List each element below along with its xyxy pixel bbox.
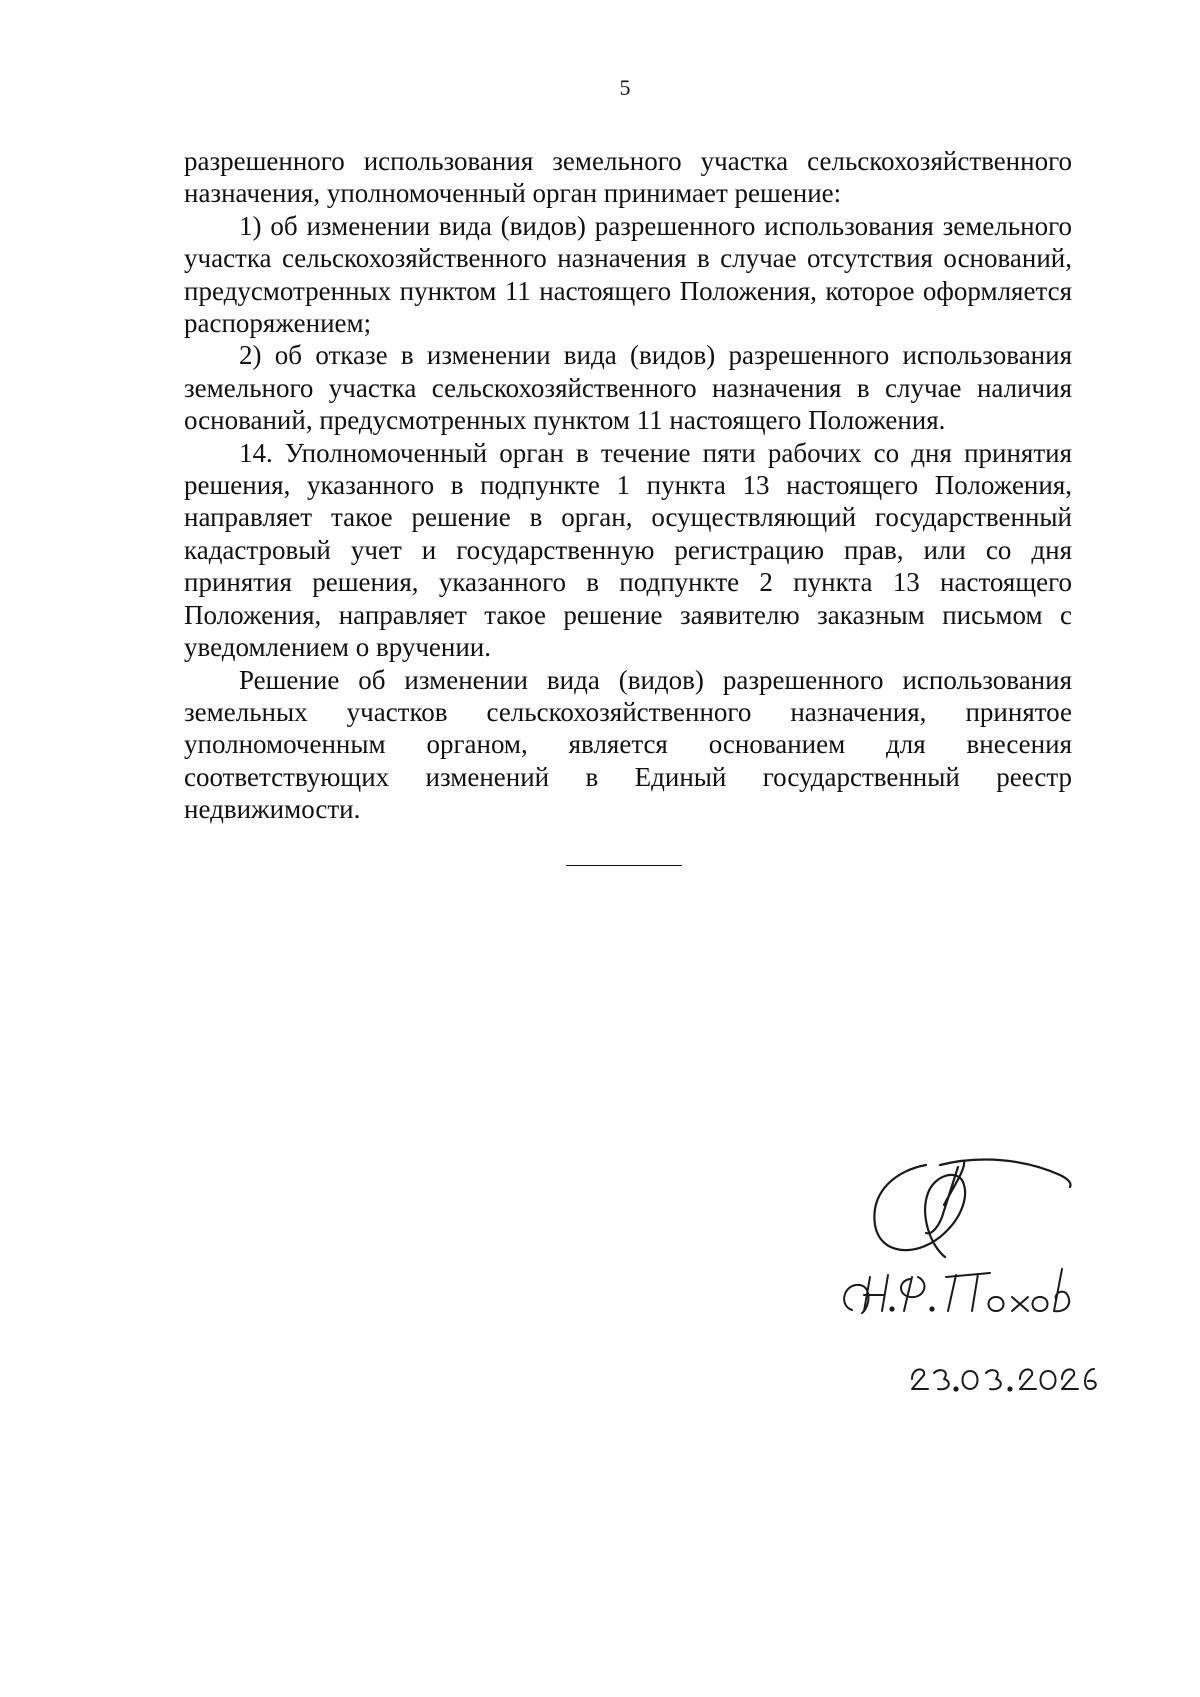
paragraph-decision: Решение об изменении вида (видов) разрешенного использования земельных участков сельскохозяйственного назначения, принятое уполномоченным органом, является основанием для внесения соответствующих изменений в Единый государственный реестр недвижимости. <box>184 664 1072 825</box>
signature-flourish <box>874 1160 1070 1257</box>
paragraph-item-1: 1) об изменении вида (видов) разрешенного использования земельного участка сельскохозяйственного назначения в случае отсутствия оснований, предусмотренных пунктом 11 настоящего Положения, которое оформляется распоряжением; <box>184 210 1072 339</box>
handwritten-signature <box>840 1145 1100 1395</box>
page-number: 5 <box>619 75 631 100</box>
paragraph-item-2: 2) об отказе в изменении вида (видов) разрешенного использования земельного участка сельскохозяйственного назначения в случае наличия оснований, предусмотренных пунктом 11 настоящего Положения. <box>184 340 1072 436</box>
closing-rule <box>566 865 682 866</box>
document-body <box>184 145 1072 826</box>
paragraph-clause-14: 14. Уполномоченный орган в течение пяти рабочих со дня принятия решения, указанного в подпункте 1 пункта 13 настоящего Положения, направляет такое решение в орган, осуществляющий государственный кадастровый учет и государственную регистрацию прав, или со дня принятия решения, указанного в подпункте 2 пункта 13 настоящего Положения, направляет такое решение заявителю заказным письмом с уведомлением о вручении. <box>184 437 1072 663</box>
signature-name <box>844 1269 1069 1313</box>
signature-date <box>912 1369 1096 1391</box>
paragraph-continuation: разрешенного использования земельного участка сельскохозяйственного назначения, уполномоченный орган принимает решение: <box>184 146 1072 209</box>
